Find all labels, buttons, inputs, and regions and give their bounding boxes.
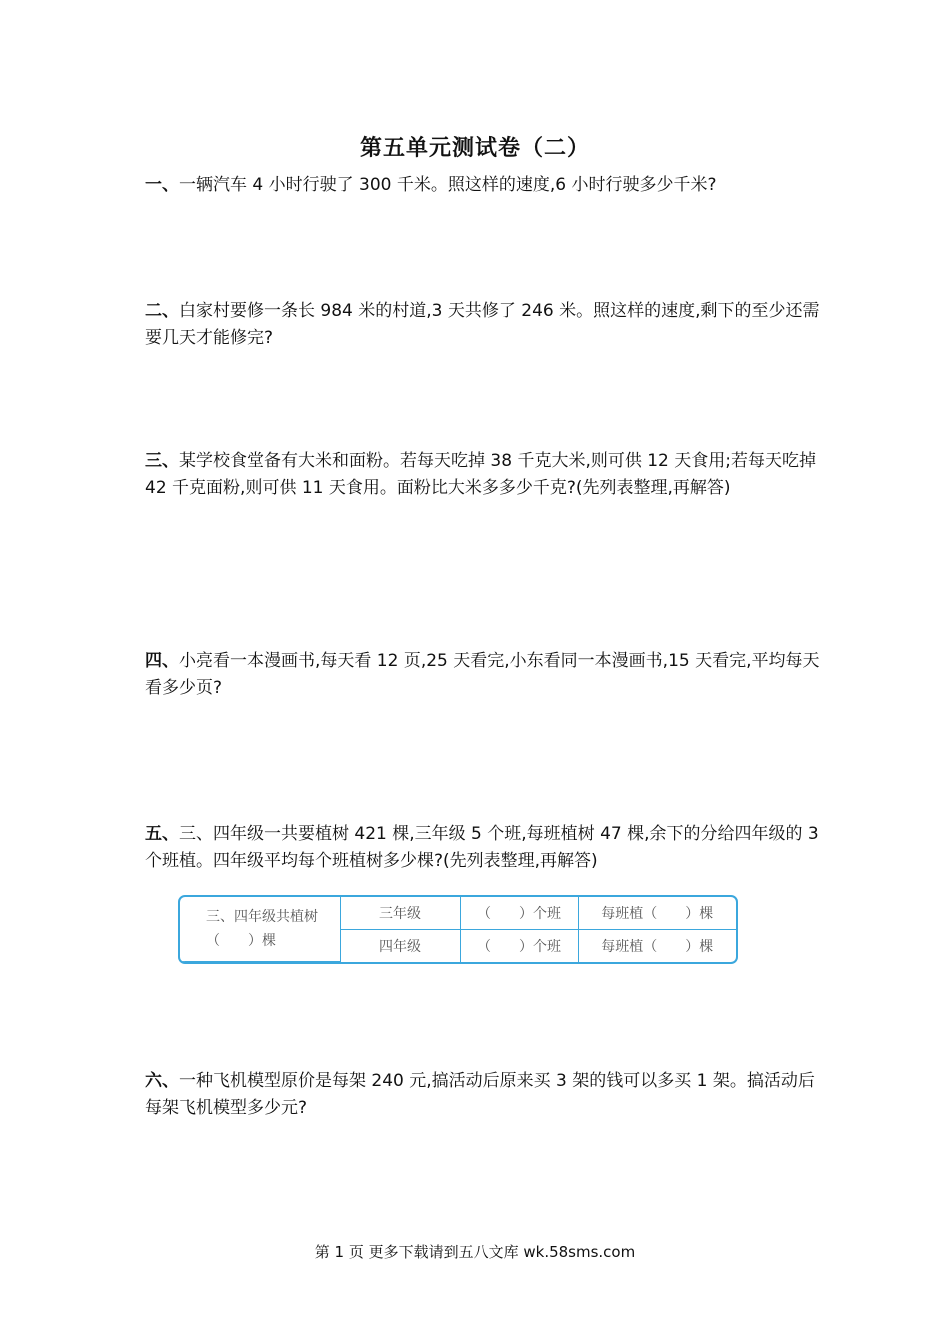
total-trees-cell: 三、四年级共植树（ ）棵 bbox=[180, 897, 340, 962]
question-number: 四、 bbox=[145, 651, 179, 671]
grade-cell: 四年级 bbox=[340, 929, 460, 961]
per-class-cell: 每班植（ ）棵 bbox=[578, 929, 736, 961]
question-text: 三、四年级一共要植树 421 棵,三年级 5 个班,每班植树 47 棵,余下的分给四年级的 3 个班植。四年级平均每个班植树多少棵?(先列表整理,再解答) bbox=[145, 824, 819, 871]
question-number: 三、 bbox=[145, 451, 179, 471]
question-text: 白家村要修一条长 984 米的村道,3 天共修了 246 米。照这样的速度,剩下的至少还需要几天才能修完? bbox=[145, 301, 820, 348]
question-3 bbox=[145, 448, 825, 502]
question-6 bbox=[145, 1068, 825, 1122]
grade-cell: 三年级 bbox=[340, 897, 460, 929]
class-count-cell: （ ）个班 bbox=[460, 929, 578, 961]
question-number: 六、 bbox=[145, 1071, 179, 1091]
question-2 bbox=[145, 298, 825, 352]
question-number: 五、 bbox=[145, 824, 179, 844]
question-text: 小亮看一本漫画书,每天看 12 页,25 天看完,小东看同一本漫画书,15 天看完,平均每天看多少页? bbox=[145, 651, 820, 698]
question-5 bbox=[145, 821, 825, 875]
page-title: 第五单元测试卷（二） bbox=[359, 135, 590, 161]
page-footer: 第 1 页 更多下载请到五八文库 wk.58sms.com bbox=[314, 1243, 636, 1261]
question-number: 二、 bbox=[145, 301, 179, 321]
question-text: 某学校食堂备有大米和面粉。若每天吃掉 38 千克大米,则可供 12 天食用;若每天吃掉 42 千克面粉,则可供 11 天食用。面粉比大米多多少千克?(先列表整理,再解答) bbox=[145, 451, 817, 498]
question-4 bbox=[145, 648, 825, 702]
table-row bbox=[180, 897, 736, 929]
question-text: 一辆汽车 4 小时行驶了 300 千米。照这样的速度,6 小时行驶多少千米? bbox=[179, 175, 717, 195]
per-class-cell: 每班植（ ）棵 bbox=[578, 897, 736, 929]
question-number: 一、 bbox=[145, 175, 179, 195]
class-count-cell: （ ）个班 bbox=[460, 897, 578, 929]
question-text: 一种飞机模型原价是每架 240 元,搞活动后原来买 3 架的钱可以多买 1 架。搞活动后每架飞机模型多少元? bbox=[145, 1071, 815, 1118]
question-1 bbox=[145, 172, 825, 199]
planting-data-table bbox=[178, 895, 738, 964]
